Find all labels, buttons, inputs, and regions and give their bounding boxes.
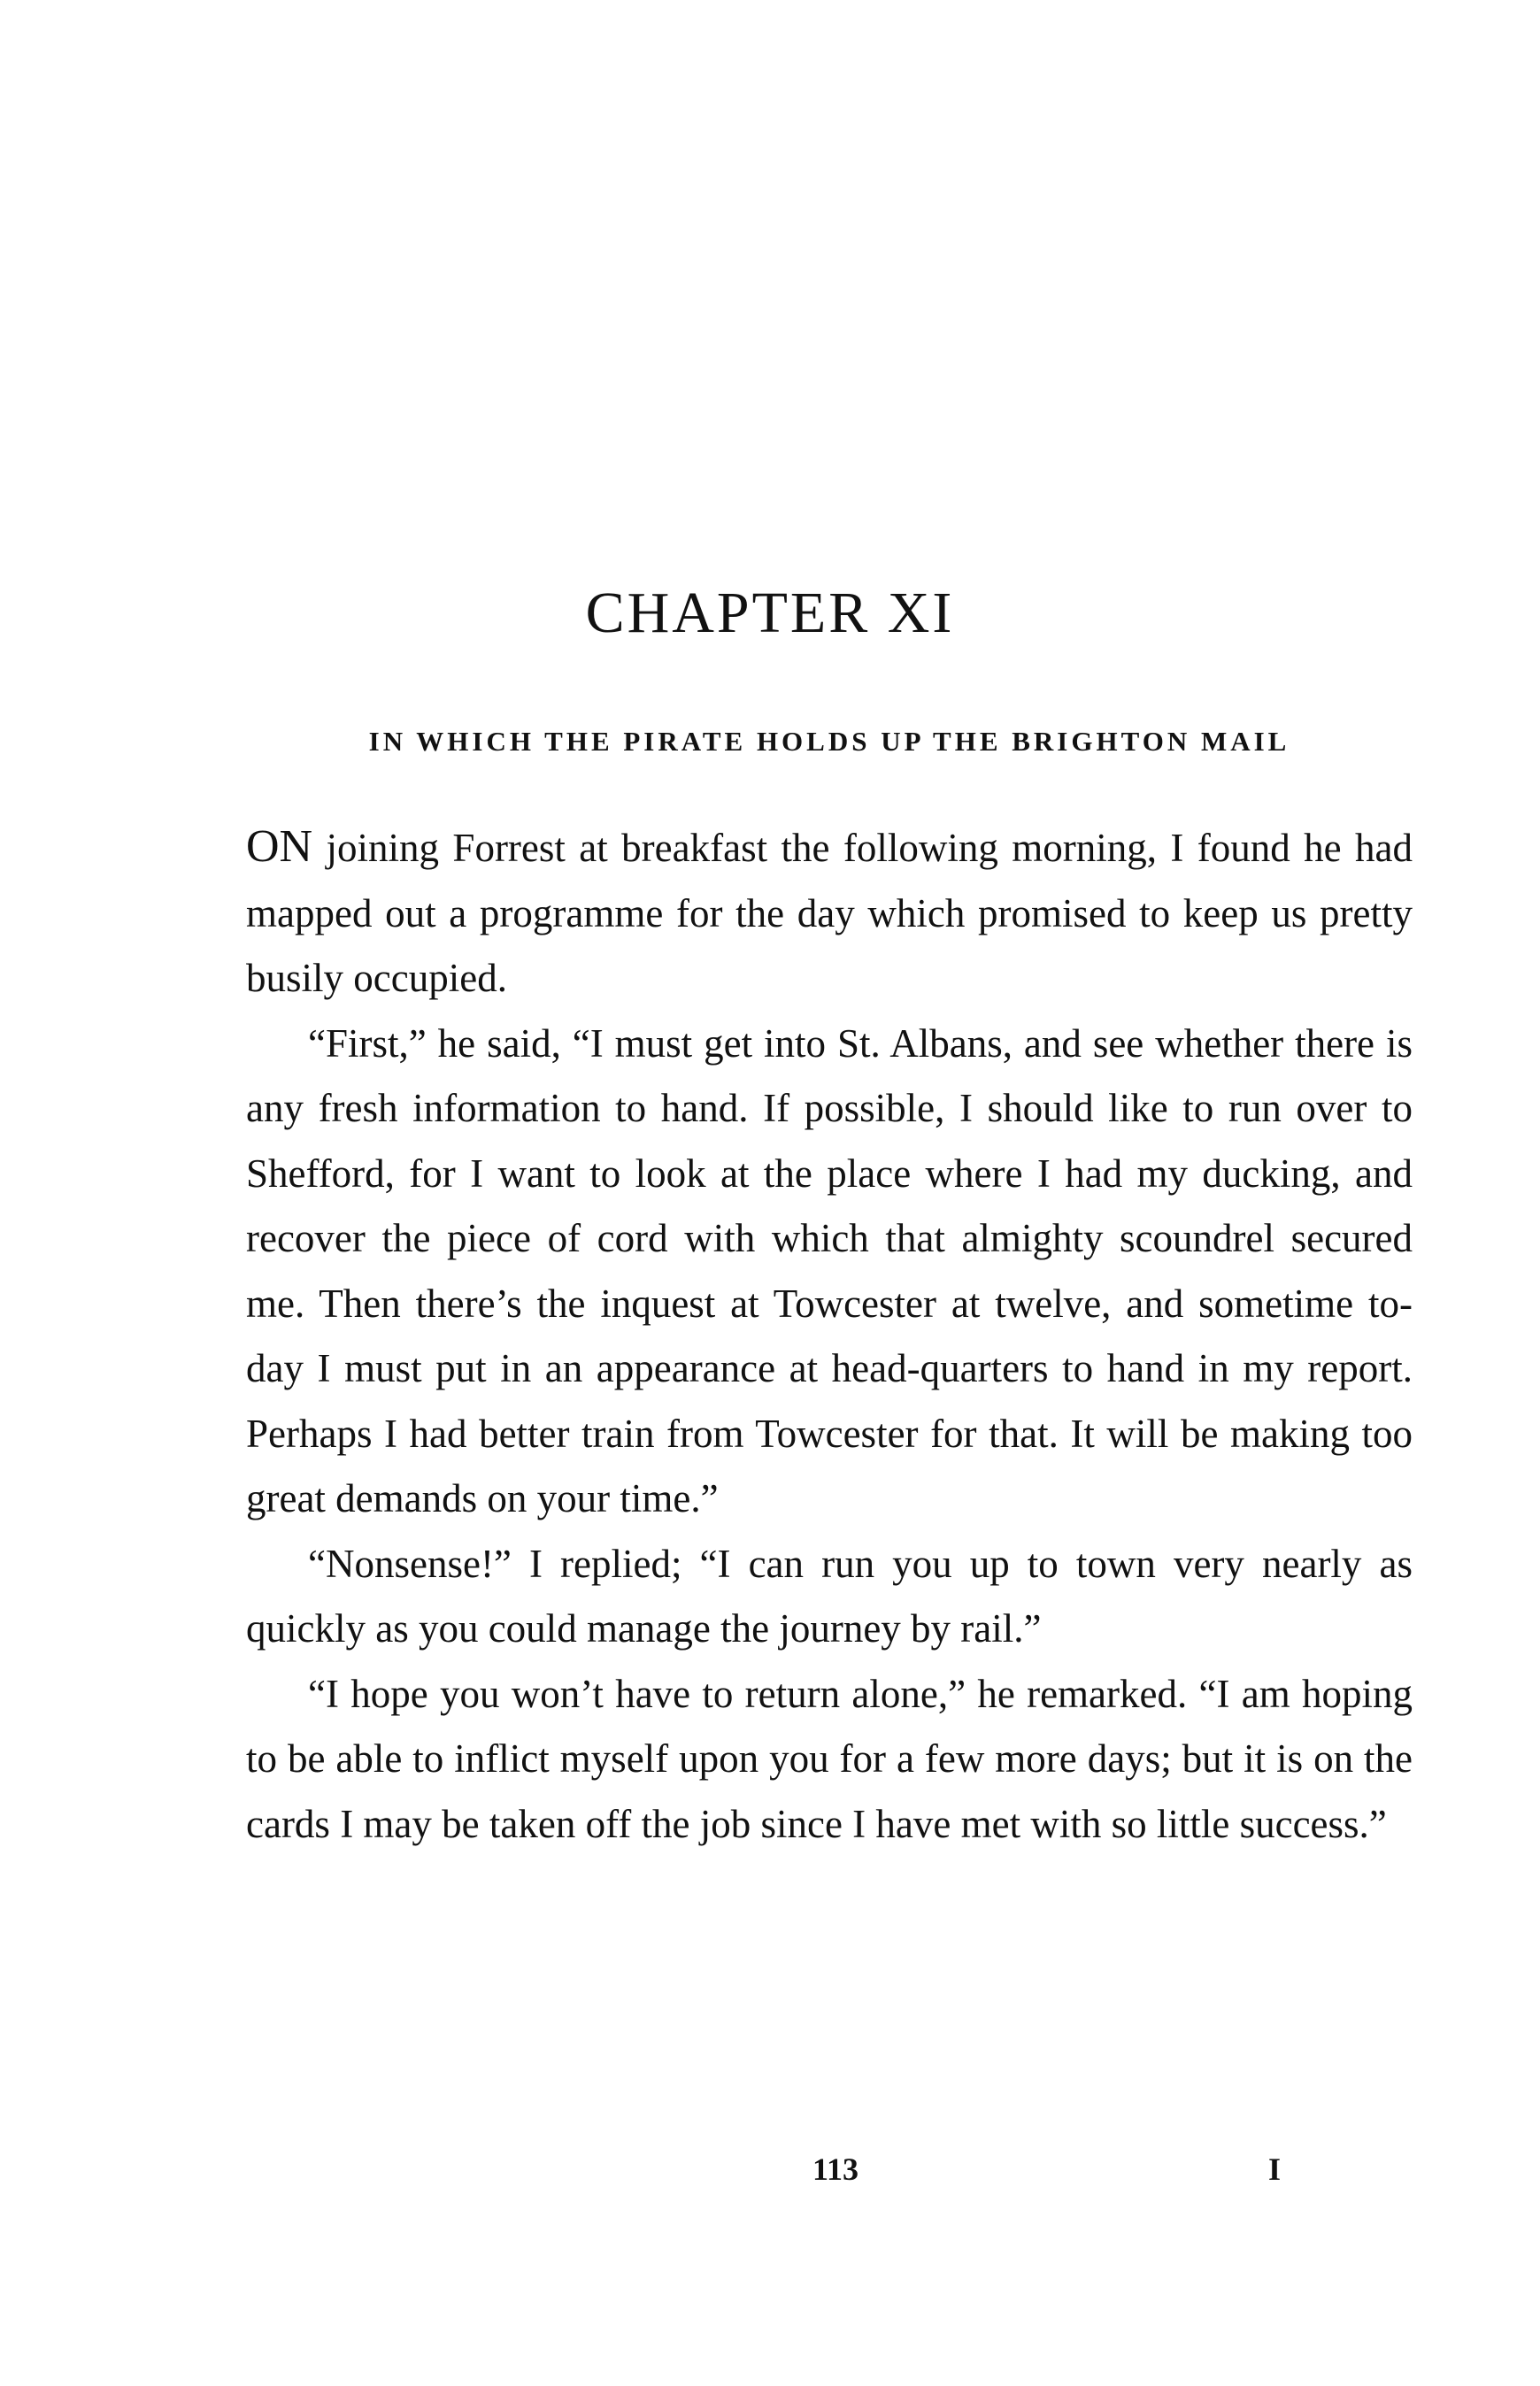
paragraph-1-text: joining Forrest at breakfast the following morning, I found he had mapped out a programme for the day which promised to keep us pretty busily occupied. xyxy=(246,826,1413,1000)
page-number: 113 xyxy=(812,2151,859,2187)
page-footer xyxy=(246,2151,1413,2204)
chapter-title: CHAPTER XI xyxy=(585,581,955,645)
paragraph-3: “Nonsense!” I replied; “I can run you up to town very nearly as quickly as you could manage the journey by rail.” xyxy=(246,1541,1413,1651)
signature-mark: I xyxy=(1268,2151,1282,2187)
opening-word-text: ON xyxy=(246,821,313,872)
paragraph-2: “First,” he said, “I must get into St. Albans, and see whether there is any fresh information to hand. If possible, I should like to run over to Shefford, for I want to look at the place where I had my ducking, and recover the piece of cord with which that almighty scoundrel secured me. Then there’s the inquest at Towcester at twelve, and sometime to-day I must put in an appearance at head-quarters to hand in my report. Perhaps I had better train from Towcester for that. It will be making too great demands on your time.” xyxy=(246,1020,1413,1520)
chapter-body xyxy=(246,814,1413,1857)
chapter-subtitle: IN WHICH THE PIRATE HOLDS UP THE BRIGHTON MAIL xyxy=(368,726,1290,757)
paragraph-1 xyxy=(246,814,1413,1012)
opening-word xyxy=(246,821,312,872)
paragraph-4: “I hope you won’t have to return alone,” he remarked. “I am hoping to be able to inflict myself upon you for a few more days; but it is on the cards I may be taken off the job since I have met with so little success.” xyxy=(246,1671,1413,1846)
